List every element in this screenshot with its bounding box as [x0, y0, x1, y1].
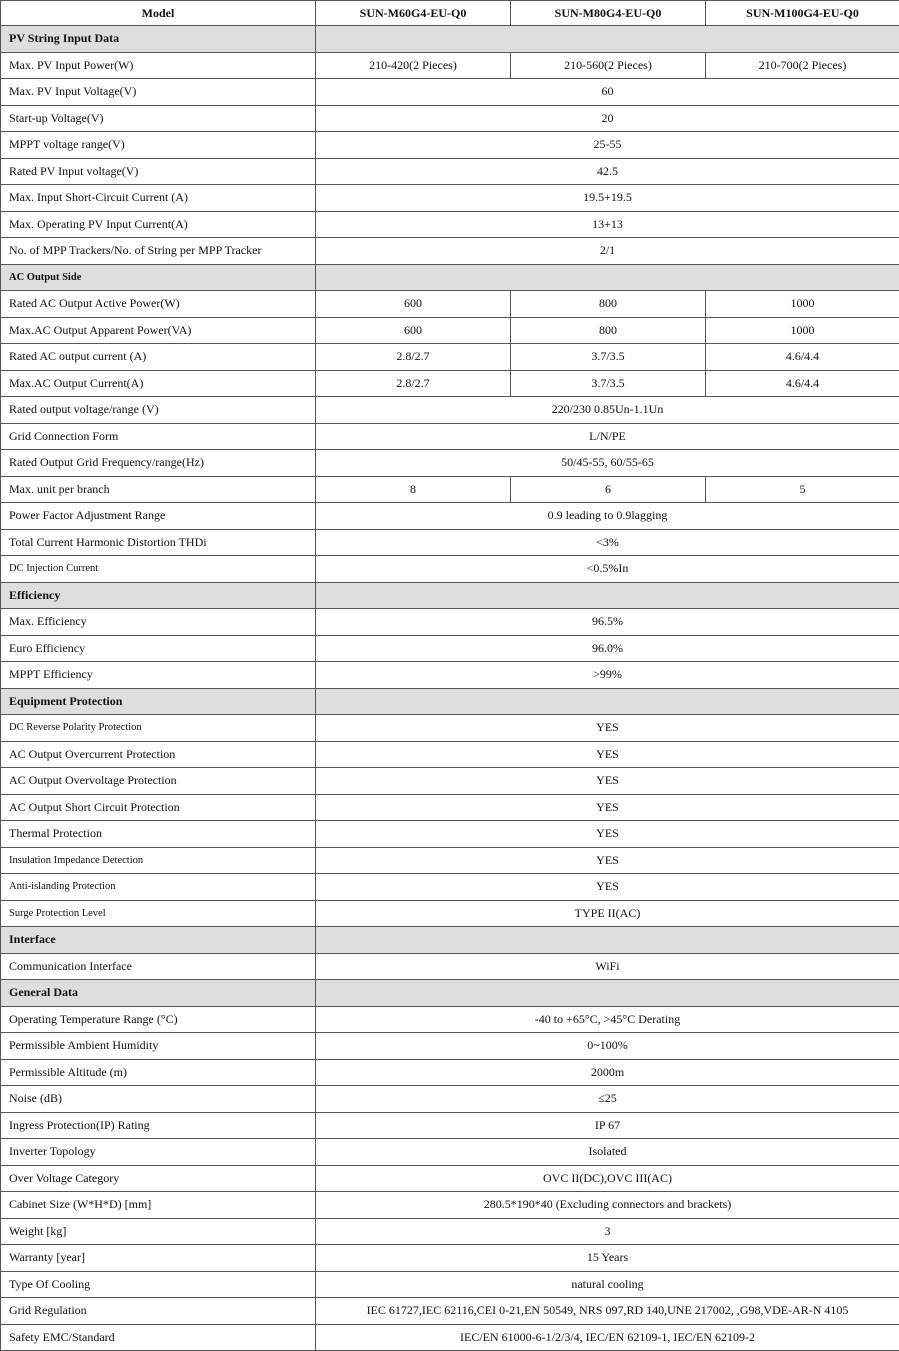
row-label: No. of MPP Trackers/No. of String per MPP Tracker — [1, 238, 316, 265]
table-header — [1, 1, 899, 26]
row-label: MPPT Efficiency — [1, 662, 316, 689]
section-row — [1, 264, 899, 291]
row-label: Permissible Ambient Humidity — [1, 1033, 316, 1060]
section-fill — [316, 927, 899, 954]
section-title: PV String Input Data — [1, 26, 316, 53]
table-row — [1, 741, 899, 768]
row-value-model-1: 600 — [316, 291, 511, 318]
row-label: Max. Input Short-Circuit Current (A) — [1, 185, 316, 212]
row-value-shared: WiFi — [316, 953, 899, 980]
row-value-model-3: 210-700(2 Pieces) — [706, 52, 899, 79]
row-value-shared: YES — [316, 847, 899, 874]
row-label: Max. Operating PV Input Current(A) — [1, 211, 316, 238]
row-label: Max. Efficiency — [1, 609, 316, 636]
table-row — [1, 185, 899, 212]
row-label: Inverter Topology — [1, 1139, 316, 1166]
row-label: Grid Regulation — [1, 1298, 316, 1325]
table-row — [1, 556, 899, 583]
table-row — [1, 847, 899, 874]
row-value-shared: 0.9 leading to 0.9lagging — [316, 503, 899, 530]
table-row — [1, 609, 899, 636]
row-value-model-2: 6 — [511, 476, 706, 503]
table-row — [1, 874, 899, 901]
row-label: Rated AC Output Active Power(W) — [1, 291, 316, 318]
row-value-shared: IP 67 — [316, 1112, 899, 1139]
row-label: Total Current Harmonic Distortion THDi — [1, 529, 316, 556]
table-row — [1, 794, 899, 821]
row-value-shared: YES — [316, 874, 899, 901]
row-value-model-1: 2.8/2.7 — [316, 344, 511, 371]
table-row — [1, 1218, 899, 1245]
row-value-shared: 50/45-55, 60/55-65 — [316, 450, 899, 477]
section-row — [1, 688, 899, 715]
row-label: Operating Temperature Range (°C) — [1, 1006, 316, 1033]
row-value-shared: natural cooling — [316, 1271, 899, 1298]
row-label: Type Of Cooling — [1, 1271, 316, 1298]
row-label: Warranty [year] — [1, 1245, 316, 1272]
row-value-model-3: 4.6/4.4 — [706, 370, 899, 397]
row-label: Ingress Protection(IP) Rating — [1, 1112, 316, 1139]
header-row — [1, 1, 899, 26]
row-label: Max. PV Input Voltage(V) — [1, 79, 316, 106]
row-value-shared: 2/1 — [316, 238, 899, 265]
table-row — [1, 158, 899, 185]
row-value-shared: 220/230 0.85Un-1.1Un — [316, 397, 899, 424]
row-label: Start-up Voltage(V) — [1, 105, 316, 132]
table-row — [1, 635, 899, 662]
section-title: AC Output Side — [1, 264, 316, 291]
table-row — [1, 1165, 899, 1192]
table-row — [1, 344, 899, 371]
table-row — [1, 1324, 899, 1351]
section-fill — [316, 26, 899, 53]
row-label: Max. PV Input Power(W) — [1, 52, 316, 79]
row-value-model-1: 210-420(2 Pieces) — [316, 52, 511, 79]
table-row — [1, 1033, 899, 1060]
row-value-shared: >99% — [316, 662, 899, 689]
row-value-shared: 280.5*190*40 (Excluding connectors and brackets) — [316, 1192, 899, 1219]
row-label: Permissible Altitude (m) — [1, 1059, 316, 1086]
row-label: Over Voltage Category — [1, 1165, 316, 1192]
table-row — [1, 370, 899, 397]
row-value-shared: YES — [316, 768, 899, 795]
row-value-shared: IEC 61727,IEC 62116,CEI 0-21,EN 50549, NRS 097,RD 140,UNE 217002, ,G98,VDE-AR-N 4105 — [316, 1298, 899, 1325]
row-value-shared: 60 — [316, 79, 899, 106]
row-value-model-3: 1000 — [706, 291, 899, 318]
header-model-3: SUN-M100G4-EU-Q0 — [706, 1, 899, 26]
table-row — [1, 1298, 899, 1325]
row-label: Communication Interface — [1, 953, 316, 980]
row-value-shared: IEC/EN 61000-6-1/2/3/4, IEC/EN 62109-1, IEC/EN 62109-2 — [316, 1324, 899, 1351]
row-value-model-2: 800 — [511, 291, 706, 318]
row-value-model-3: 4.6/4.4 — [706, 344, 899, 371]
row-value-shared: TYPE II(AC) — [316, 900, 899, 927]
row-value-model-2: 3.7/3.5 — [511, 344, 706, 371]
row-label: Max.AC Output Apparent Power(VA) — [1, 317, 316, 344]
row-label: AC Output Short Circuit Protection — [1, 794, 316, 821]
table-row — [1, 503, 899, 530]
row-label: Surge Protection Level — [1, 900, 316, 927]
row-label: MPPT voltage range(V) — [1, 132, 316, 159]
row-label: Insulation Impedance Detection — [1, 847, 316, 874]
row-label: AC Output Overvoltage Protection — [1, 768, 316, 795]
table-body — [1, 26, 899, 1351]
row-value-shared: 0~100% — [316, 1033, 899, 1060]
row-value-shared: 15 Years — [316, 1245, 899, 1272]
table-row — [1, 52, 899, 79]
row-value-shared: L/N/PE — [316, 423, 899, 450]
row-value-shared: OVC II(DC),OVC III(AC) — [316, 1165, 899, 1192]
row-value-shared: YES — [316, 741, 899, 768]
section-row — [1, 26, 899, 53]
table-row — [1, 1139, 899, 1166]
table-row — [1, 423, 899, 450]
row-label: Rated PV Input voltage(V) — [1, 158, 316, 185]
row-value-shared: 13+13 — [316, 211, 899, 238]
table-row — [1, 1112, 899, 1139]
row-label: Anti-islanding Protection — [1, 874, 316, 901]
header-model-1: SUN-M60G4-EU-Q0 — [316, 1, 511, 26]
table-row — [1, 211, 899, 238]
row-value-shared: -40 to +65°C, >45°C Derating — [316, 1006, 899, 1033]
table-row — [1, 476, 899, 503]
row-label: AC Output Overcurrent Protection — [1, 741, 316, 768]
row-label: Rated AC output current (A) — [1, 344, 316, 371]
section-fill — [316, 264, 899, 291]
section-title: Equipment Protection — [1, 688, 316, 715]
row-label: Max. unit per branch — [1, 476, 316, 503]
row-value-shared: ≤25 — [316, 1086, 899, 1113]
row-label: Power Factor Adjustment Range — [1, 503, 316, 530]
row-label: Noise (dB) — [1, 1086, 316, 1113]
table-row — [1, 1192, 899, 1219]
section-row — [1, 927, 899, 954]
table-row — [1, 1271, 899, 1298]
table-row — [1, 900, 899, 927]
row-label: DC Reverse Polarity Protection — [1, 715, 316, 742]
table-row — [1, 132, 899, 159]
row-label: Weight [kg] — [1, 1218, 316, 1245]
row-value-model-1: 8 — [316, 476, 511, 503]
table-row — [1, 105, 899, 132]
row-value-shared: 19.5+19.5 — [316, 185, 899, 212]
row-label: Cabinet Size (W*H*D) [mm] — [1, 1192, 316, 1219]
row-value-shared: YES — [316, 794, 899, 821]
table-row — [1, 821, 899, 848]
row-value-model-3: 1000 — [706, 317, 899, 344]
section-row — [1, 980, 899, 1007]
row-value-shared: 96.5% — [316, 609, 899, 636]
table-row — [1, 529, 899, 556]
table-row — [1, 1086, 899, 1113]
row-value-shared: 3 — [316, 1218, 899, 1245]
row-value-model-3: 5 — [706, 476, 899, 503]
row-label: Grid Connection Form — [1, 423, 316, 450]
table-row — [1, 238, 899, 265]
row-value-shared: 42.5 — [316, 158, 899, 185]
row-value-shared: <3% — [316, 529, 899, 556]
section-fill — [316, 582, 899, 609]
table-row — [1, 1245, 899, 1272]
section-fill — [316, 688, 899, 715]
row-label: Safety EMC/Standard — [1, 1324, 316, 1351]
header-model-2: SUN-M80G4-EU-Q0 — [511, 1, 706, 26]
row-value-shared: <0.5%In — [316, 556, 899, 583]
row-value-model-1: 2.8/2.7 — [316, 370, 511, 397]
row-label: Max.AC Output Current(A) — [1, 370, 316, 397]
section-fill — [316, 980, 899, 1007]
table-row — [1, 953, 899, 980]
section-title: General Data — [1, 980, 316, 1007]
row-label: Thermal Protection — [1, 821, 316, 848]
row-label: Euro Efficiency — [1, 635, 316, 662]
row-value-shared: YES — [316, 715, 899, 742]
row-value-model-1: 600 — [316, 317, 511, 344]
row-value-shared: 96.0% — [316, 635, 899, 662]
table-row — [1, 1006, 899, 1033]
table-row — [1, 715, 899, 742]
row-label: Rated output voltage/range (V) — [1, 397, 316, 424]
row-value-shared: 2000m — [316, 1059, 899, 1086]
row-value-model-2: 3.7/3.5 — [511, 370, 706, 397]
row-value-model-2: 210-560(2 Pieces) — [511, 52, 706, 79]
row-label: DC Injection Current — [1, 556, 316, 583]
row-label: Rated Output Grid Frequency/range(Hz) — [1, 450, 316, 477]
row-value-shared: 20 — [316, 105, 899, 132]
table-row — [1, 1059, 899, 1086]
table-row — [1, 397, 899, 424]
row-value-shared: 25-55 — [316, 132, 899, 159]
table-row — [1, 662, 899, 689]
header-model-label: Model — [1, 1, 316, 26]
table-row — [1, 450, 899, 477]
table-row — [1, 291, 899, 318]
row-value-shared: Isolated — [316, 1139, 899, 1166]
table-row — [1, 317, 899, 344]
row-value-shared: YES — [316, 821, 899, 848]
row-value-model-2: 800 — [511, 317, 706, 344]
section-title: Interface — [1, 927, 316, 954]
section-row — [1, 582, 899, 609]
section-title: Efficiency — [1, 582, 316, 609]
table-row — [1, 79, 899, 106]
table-row — [1, 768, 899, 795]
